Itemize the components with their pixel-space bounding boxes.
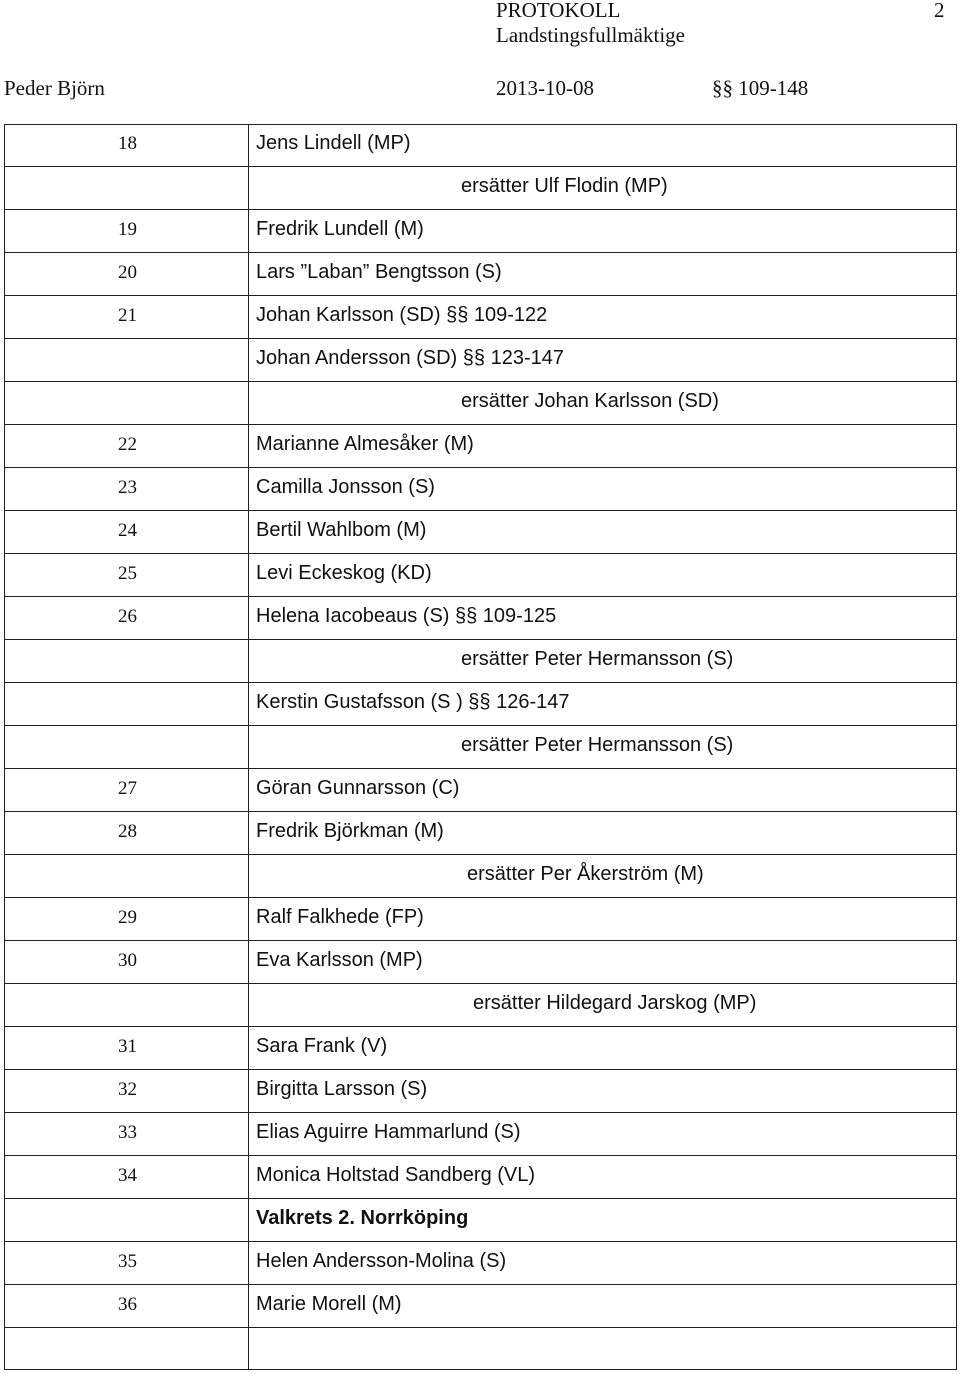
row-number: 24: [118, 520, 137, 541]
row-number: 25: [118, 563, 137, 584]
member-entry: Marie Morell (M): [256, 1293, 402, 1315]
constituency-heading: Valkrets 2. Norrköping: [256, 1207, 469, 1229]
member-entry: Sara Frank (V): [256, 1035, 388, 1057]
member-entry: Göran Gunnarsson (C): [256, 777, 460, 799]
member-entry: ersätter Ulf Flodin (MP): [461, 175, 668, 197]
row-divider: [4, 295, 957, 296]
member-entry: Camilla Jonsson (S): [256, 476, 435, 498]
row-divider: [4, 338, 957, 339]
row-divider: [4, 725, 957, 726]
member-entry: ersätter Hildegard Jarskog (MP): [473, 992, 757, 1014]
row-number: 19: [118, 219, 137, 240]
row-divider: [4, 596, 957, 597]
section-range: §§ 109-148: [712, 76, 809, 100]
member-entry: Levi Eckeskog (KD): [256, 562, 432, 584]
row-number: 36: [118, 1294, 137, 1315]
row-divider: [4, 1069, 957, 1070]
row-number: 26: [118, 606, 137, 627]
row-divider: [4, 166, 957, 167]
member-entry: Johan Andersson (SD) §§ 123-147: [256, 347, 564, 369]
member-entry: ersätter Peter Hermansson (S): [461, 648, 734, 670]
row-divider: [4, 209, 957, 210]
member-entry: Helena Iacobeaus (S) §§ 109-125: [256, 605, 557, 627]
member-entry: Jens Lindell (MP): [256, 132, 411, 154]
member-entry: Ralf Falkhede (FP): [256, 906, 424, 928]
row-divider: [4, 768, 957, 769]
row-divider: [4, 510, 957, 511]
row-number: 34: [118, 1165, 137, 1186]
row-number: 30: [118, 950, 137, 971]
member-entry: Kerstin Gustafsson (S ) §§ 126-147: [256, 691, 570, 713]
member-entry: Fredrik Lundell (M): [256, 218, 424, 240]
member-entry: ersätter Peter Hermansson (S): [461, 734, 734, 756]
row-divider: [4, 1284, 957, 1285]
member-entry: Helen Andersson-Molina (S): [256, 1250, 507, 1272]
member-entry: Lars ”Laban” Bengtsson (S): [256, 261, 502, 283]
row-number: 22: [118, 434, 137, 455]
row-number: 31: [118, 1036, 137, 1057]
page-number: 2: [934, 0, 945, 22]
column-divider: [248, 124, 249, 1370]
row-number: 21: [118, 305, 137, 326]
row-number: 28: [118, 821, 137, 842]
member-entry: Marianne Almesåker (M): [256, 433, 474, 455]
row-divider: [4, 1327, 957, 1328]
row-number: 27: [118, 778, 137, 799]
row-divider: [4, 940, 957, 941]
row-divider: [4, 553, 957, 554]
row-divider: [4, 1241, 957, 1242]
member-entry: Elias Aguirre Hammarlund (S): [256, 1121, 521, 1143]
row-number: 35: [118, 1251, 137, 1272]
member-entry: ersätter Per Åkerström (M): [467, 863, 704, 885]
row-divider: [4, 252, 957, 253]
row-divider: [4, 1026, 957, 1027]
row-divider: [4, 854, 957, 855]
member-entry: Johan Karlsson (SD) §§ 109-122: [256, 304, 548, 326]
member-entry: Eva Karlsson (MP): [256, 949, 423, 971]
row-number: 18: [118, 133, 137, 154]
row-divider: [4, 897, 957, 898]
row-divider: [4, 682, 957, 683]
member-entry: Bertil Wahlbom (M): [256, 519, 427, 541]
member-entry: Monica Holtstad Sandberg (VL): [256, 1164, 536, 1186]
row-divider: [4, 424, 957, 425]
row-number: 23: [118, 477, 137, 498]
row-number: 33: [118, 1122, 137, 1143]
row-divider: [4, 811, 957, 812]
row-divider: [4, 381, 957, 382]
author-name: Peder Björn: [4, 76, 105, 100]
row-divider: [4, 1198, 957, 1199]
row-number: 20: [118, 262, 137, 283]
meeting-date: 2013-10-08: [496, 76, 594, 100]
organ-name: Landstingsfullmäktige: [496, 23, 685, 47]
row-divider: [4, 467, 957, 468]
row-divider: [4, 1112, 957, 1113]
row-divider: [4, 983, 957, 984]
row-number: 32: [118, 1079, 137, 1100]
row-number: 29: [118, 907, 137, 928]
protocol-label: PROTOKOLL: [496, 0, 621, 22]
member-entry: Fredrik Björkman (M): [256, 820, 444, 842]
member-entry: Birgitta Larsson (S): [256, 1078, 428, 1100]
row-divider: [4, 1155, 957, 1156]
member-entry: ersätter Johan Karlsson (SD): [461, 390, 719, 412]
row-divider: [4, 639, 957, 640]
